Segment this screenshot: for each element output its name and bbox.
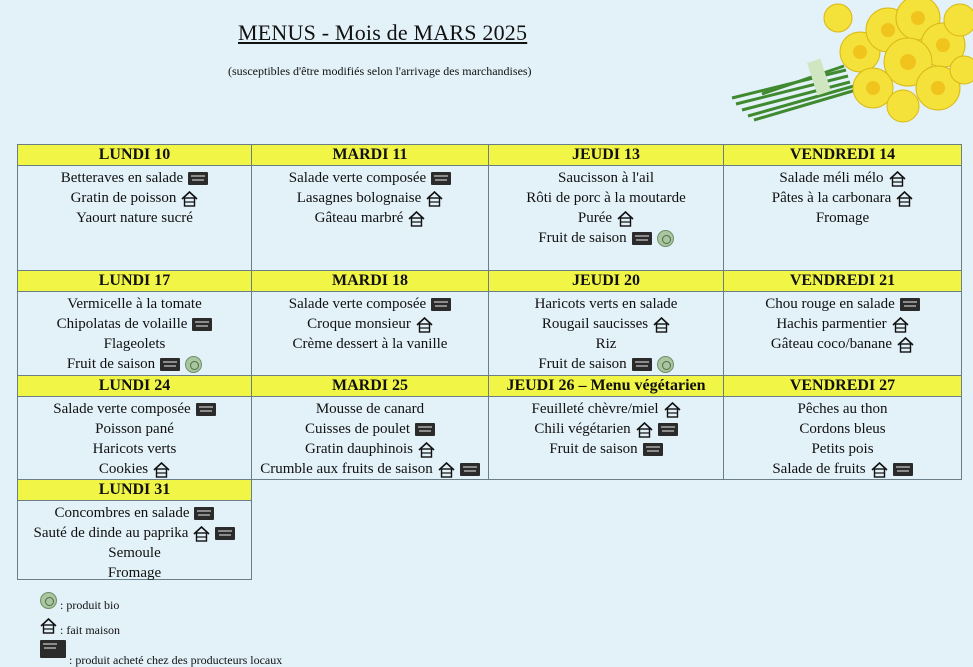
house-icon [40,618,57,634]
bio-icon [185,356,202,373]
dish-item [18,503,251,523]
local-producer-icon [431,172,451,185]
dish-list [724,292,961,354]
day-header: VENDREDI 21 [724,271,961,292]
dish-item [724,188,961,208]
local-producer-icon [196,403,216,416]
dish-name: Concombres en salade [54,505,190,521]
dish-name: Poisson pané [95,421,174,437]
dish-name: Croque monsieur [307,316,411,332]
local-producer-icon [893,463,913,476]
dish-name: Chou rouge en salade [765,296,895,312]
dish-name: Mousse de canard [315,401,425,417]
dish-item [18,314,251,334]
day-header: JEUDI 13 [489,145,723,166]
dish-list [18,292,251,374]
dish-name: Chipolatas de volaille [56,316,188,332]
local-producer-icon [643,443,663,456]
dish-item [18,208,251,228]
dish-name: Gâteau marbré [314,210,404,226]
dish-item [252,399,488,419]
dish-name: Salade verte composée [288,296,427,312]
house-icon [416,317,433,333]
house-icon [636,422,653,438]
page-subtitle: (susceptibles d'être modifiés selon l'arrivage des marchandises) [228,64,532,78]
house-icon [664,402,681,418]
dish-item [18,459,251,479]
menu-day-cell [17,144,252,271]
local-producer-icon [632,358,652,371]
day-header: LUNDI 17 [18,271,251,292]
dish-list [724,397,961,479]
dish-name: Crumble aux fruits de saison [260,461,433,477]
dish-name: Salade verte composée [288,170,427,186]
dish-item [18,168,251,188]
dish-item [724,294,961,314]
day-header: MARDI 25 [252,376,488,397]
dish-item [724,459,961,479]
menu-day-cell [17,270,252,376]
house-icon [617,211,634,227]
menu-day-cell [17,479,252,580]
bio-icon [657,356,674,373]
legend-local [40,640,283,667]
dish-item [252,188,488,208]
dish-item [724,334,961,354]
dish-name: Fruit de saison [538,356,627,372]
dish-list [252,292,488,354]
dish-name: Salade de fruits [772,461,866,477]
dish-name: Gratin dauphinois [305,441,413,457]
dish-list [252,397,488,479]
day-header: VENDREDI 14 [724,145,961,166]
local-producer-icon [632,232,652,245]
dish-name: Pâtes à la carbonara [771,190,892,206]
daffodil-bouquet-image [728,0,973,128]
dish-list [252,166,488,228]
dish-list [489,166,723,248]
dish-item [724,419,961,439]
dish-item [724,399,961,419]
dish-name: Gâteau coco/banane [770,336,893,352]
house-icon [653,317,670,333]
dish-name: Fruit de saison [66,356,156,372]
legend-bio [40,592,119,613]
local-producer-icon [900,298,920,311]
dish-item [489,354,723,374]
menu-day-cell [488,144,724,271]
house-icon [408,211,425,227]
dish-item [18,188,251,208]
house-icon [193,526,210,542]
dish-item [489,208,723,228]
dish-item [252,208,488,228]
day-header: JEUDI 26 – Menu végétarien [489,376,723,397]
dish-name: Cordons bleus [799,421,886,437]
dish-item [252,334,488,354]
day-header: LUNDI 10 [18,145,251,166]
dish-name: Purée [577,210,613,226]
local-producer-icon [194,507,214,520]
house-icon [438,462,455,478]
dish-item [18,334,251,354]
house-icon [418,442,435,458]
menu-day-cell [488,375,724,480]
local-producer-icon [192,318,212,331]
dish-item [489,314,723,334]
dish-item [489,168,723,188]
dish-list [18,397,251,479]
legend-maison-text: : fait maison [60,623,120,637]
dish-name: Vermicelle à la tomate [67,296,202,312]
legend-bio-text: : produit bio [60,598,120,612]
menu-day-cell [17,375,252,480]
dish-item [724,439,961,459]
local-producer-icon [188,172,208,185]
menu-day-cell [251,144,489,271]
dish-name: Chili végétarien [534,421,631,437]
day-header: MARDI 18 [252,271,488,292]
dish-name: Salade méli mélo [779,170,884,186]
legend-maison [40,618,120,638]
dish-item [18,294,251,314]
local-producer-icon [415,423,435,436]
dish-name: Gratin de poisson [70,190,177,206]
menu-day-cell [723,375,962,480]
dish-item [18,439,251,459]
dish-item [489,334,723,354]
dish-name: Fromage [815,210,870,226]
dish-item [252,314,488,334]
dish-name: Pêches au thon [797,401,888,417]
house-icon [426,191,443,207]
dish-name: Semoule [108,545,161,561]
dish-item [252,439,488,459]
dish-list [724,166,961,228]
house-icon [896,191,913,207]
dish-name: Rôti de porc à la moutarde [526,190,686,206]
dish-name: Fruit de saison [549,441,638,457]
dish-list [18,166,251,228]
dish-item [18,354,251,374]
dish-item [489,399,723,419]
dish-name: Riz [595,336,617,352]
dish-name: Crème dessert à la vanille [292,336,448,352]
local-producer-icon [160,358,180,371]
local-producer-icon [431,298,451,311]
dish-name: Haricots verts [92,441,177,457]
local-producer-icon [658,423,678,436]
local-producer-icon [460,463,480,476]
dish-name: Feuilleté chèvre/miel [531,401,659,417]
day-header: JEUDI 20 [489,271,723,292]
dish-item [18,399,251,419]
page-title: MENUS - Mois de MARS 2025 [238,20,528,45]
dish-item [18,543,251,563]
dish-name: Petits pois [811,441,874,457]
dish-name: Fruit de saison [538,230,627,246]
dish-item [489,188,723,208]
menu-day-cell [723,144,962,271]
bio-icon [657,230,674,247]
dish-item [489,294,723,314]
house-icon [181,191,198,207]
dish-item [252,168,488,188]
dish-list [489,397,723,459]
dish-item [252,419,488,439]
day-header: LUNDI 24 [18,376,251,397]
house-icon [889,171,906,187]
local-producer-icon [215,527,235,540]
legend-local-text: : produit acheté chez des producteurs locaux [69,653,283,667]
dish-name: Hachis parmentier [776,316,887,332]
dish-name: Haricots verts en salade [534,296,678,312]
day-header: VENDREDI 27 [724,376,961,397]
day-header: LUNDI 31 [18,480,251,501]
menu-day-cell [723,270,962,376]
menu-day-cell [251,270,489,376]
house-icon [892,317,909,333]
dish-name: Cuisses de poulet [305,421,410,437]
dish-list [489,292,723,374]
house-icon [897,337,914,353]
dish-name: Lasagnes bolognaise [296,190,422,206]
dish-item [489,228,723,248]
dish-name: Salade verte composée [53,401,191,417]
dish-item [724,208,961,228]
bio-icon [40,592,57,609]
dish-name: Sauté de dinde au paprika [33,525,189,541]
house-icon [871,462,888,478]
dish-item [489,439,723,459]
day-header: MARDI 11 [252,145,488,166]
dish-item [252,294,488,314]
dish-name: Yaourt nature sucré [76,210,193,226]
dish-list [18,501,251,583]
menu-day-cell [488,270,724,376]
dish-name: Betteraves en salade [60,170,184,186]
dish-item [18,563,251,583]
local-producer-icon [40,640,66,658]
dish-name: Flageolets [103,336,166,352]
dish-name: Fromage [107,565,162,581]
dish-item [18,523,251,543]
house-icon [153,462,170,478]
dish-name: Saucisson à l'ail [557,170,655,186]
dish-item [489,419,723,439]
dish-item [724,168,961,188]
dish-name: Rougail saucisses [541,316,649,332]
dish-item [18,419,251,439]
menu-day-cell [251,375,489,480]
dish-item [252,459,488,479]
dish-name: Cookies [98,461,149,477]
dish-item [724,314,961,334]
